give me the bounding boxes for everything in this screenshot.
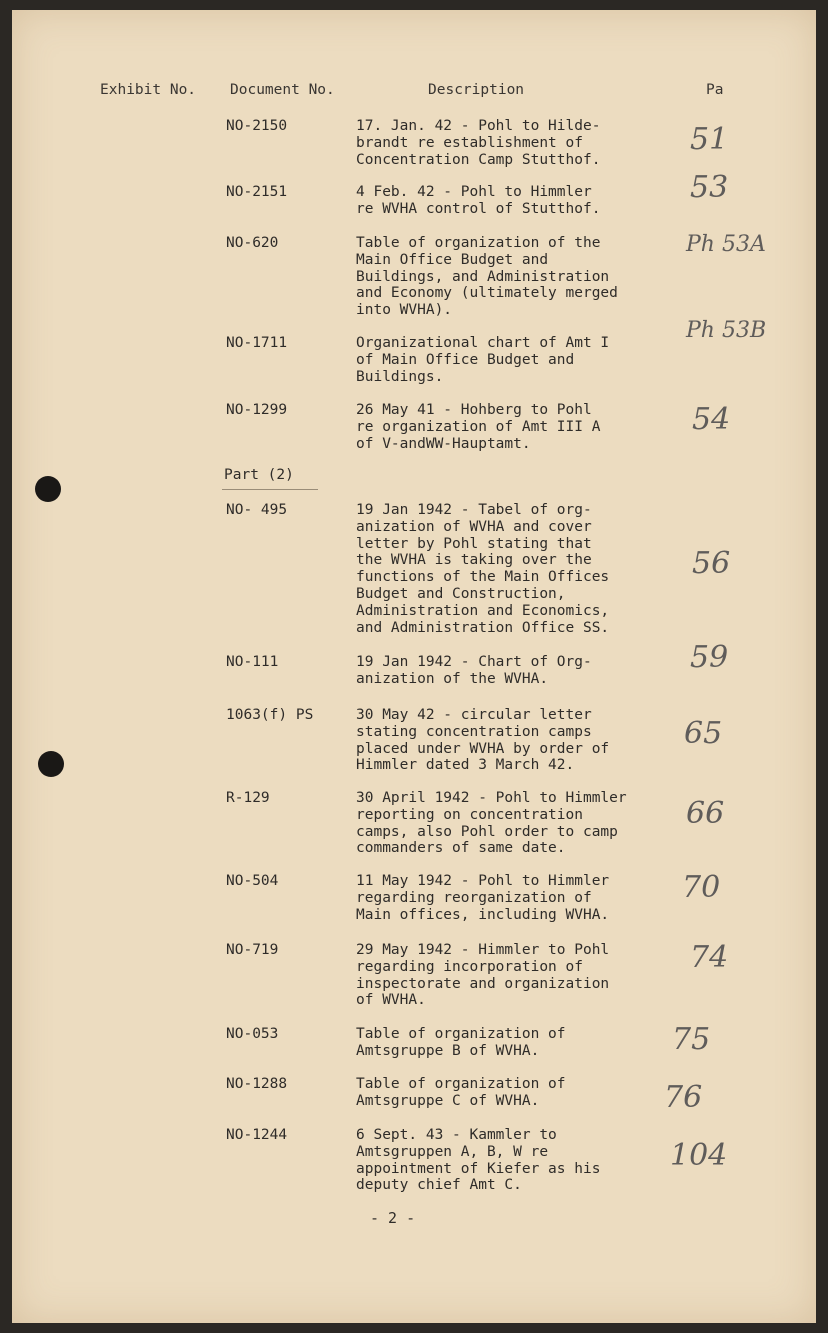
document-number: 1063(f) PS bbox=[226, 707, 314, 723]
handwritten-page-number: Ph 53B bbox=[686, 318, 767, 343]
description-line: re WVHA control of Stutthof. bbox=[356, 200, 601, 217]
description-line: 17. Jan. 42 - Pohl to Hilde- bbox=[356, 118, 601, 134]
description-line: Buildings. bbox=[356, 368, 444, 385]
description-line: Organizational chart of Amt I bbox=[356, 335, 610, 351]
description-line: re organization of Amt III A bbox=[356, 418, 601, 435]
description-line: of WVHA. bbox=[356, 992, 426, 1009]
description bbox=[356, 502, 676, 636]
document-number: NO-111 bbox=[226, 654, 279, 670]
description-line: placed under WVHA by order of bbox=[356, 740, 610, 757]
description-line: letter by Pohl stating that bbox=[356, 535, 592, 552]
description-line: 26 May 41 - Hohberg to Pohl bbox=[356, 402, 592, 418]
description bbox=[356, 790, 676, 857]
description bbox=[356, 654, 676, 688]
handwritten-page-number: 51 bbox=[690, 122, 729, 157]
description-line: 6 Sept. 43 - Kammler to bbox=[356, 1127, 557, 1143]
document-number: NO-1288 bbox=[226, 1076, 288, 1092]
handwritten-page-number: 70 bbox=[682, 870, 721, 905]
description-line: Table of organization of the bbox=[356, 235, 601, 251]
handwritten-page-number: 104 bbox=[670, 1138, 728, 1173]
description-line: 4 Feb. 42 - Pohl to Himmler bbox=[356, 184, 592, 200]
document-number: NO-2151 bbox=[226, 184, 288, 200]
part-label: Part (2) bbox=[224, 467, 294, 483]
description-line: Main Office Budget and bbox=[356, 251, 549, 268]
document-number: NO-1711 bbox=[226, 335, 288, 351]
description bbox=[356, 118, 676, 168]
header-document-no: Document No. bbox=[230, 82, 335, 98]
description-line: into WVHA). bbox=[356, 302, 453, 319]
description-line: 19 Jan 1942 - Chart of Org- bbox=[356, 654, 592, 670]
document-number: NO-1299 bbox=[226, 402, 288, 418]
handwritten-page-number: 76 bbox=[664, 1080, 703, 1115]
document-number: NO- 495 bbox=[226, 502, 288, 518]
description-line: and Administration Office SS. bbox=[356, 619, 610, 636]
description-line: Main offices, including WVHA. bbox=[356, 906, 610, 923]
description-line: 30 April 1942 - Pohl to Himmler bbox=[356, 790, 627, 806]
description-line: 11 May 1942 - Pohl to Himmler bbox=[356, 873, 610, 889]
description bbox=[356, 402, 676, 452]
description-line: and Economy (ultimately merged bbox=[356, 285, 618, 302]
description-line: Amtsgruppe C of WVHA. bbox=[356, 1092, 540, 1109]
description-line: commanders of same date. bbox=[356, 840, 566, 857]
document-number: NO-504 bbox=[226, 873, 279, 889]
description-line: anization of the WVHA. bbox=[356, 670, 549, 687]
description-line: functions of the Main Offices bbox=[356, 569, 610, 586]
handwritten-page-number: 74 bbox=[690, 940, 729, 975]
document-number: NO-719 bbox=[226, 942, 279, 958]
description-line: regarding reorganization of bbox=[356, 889, 592, 906]
handwritten-page-number: 75 bbox=[672, 1022, 711, 1057]
description-line: of Main Office Budget and bbox=[356, 351, 575, 368]
description-line: Budget and Construction, bbox=[356, 585, 566, 602]
description-line: stating concentration camps bbox=[356, 723, 592, 740]
handwritten-page-number: 59 bbox=[690, 640, 729, 675]
description-line: reporting on concentration bbox=[356, 806, 583, 823]
document-number: NO-1244 bbox=[226, 1127, 288, 1143]
description-line: Concentration Camp Stutthof. bbox=[356, 151, 601, 168]
handwritten-page-number: 54 bbox=[692, 402, 731, 437]
header-description: Description bbox=[428, 82, 525, 98]
description-line: appointment of Kiefer as his bbox=[356, 1160, 601, 1177]
description-line: Administration and Economics, bbox=[356, 602, 610, 619]
description bbox=[356, 235, 676, 319]
punch-hole-lower bbox=[38, 751, 64, 777]
description bbox=[356, 942, 676, 1009]
handwritten-page-number: 56 bbox=[692, 546, 731, 581]
description bbox=[356, 184, 676, 218]
description bbox=[356, 335, 676, 385]
part-underline bbox=[222, 489, 318, 490]
document-number: NO-620 bbox=[226, 235, 279, 251]
description-line: Buildings, and Administration bbox=[356, 268, 610, 285]
description-line: brandt re establishment of bbox=[356, 134, 583, 151]
description-line: anization of WVHA and cover bbox=[356, 518, 592, 535]
description-line: 29 May 1942 - Himmler to Pohl bbox=[356, 942, 610, 958]
description bbox=[356, 707, 676, 774]
description-line: camps, also Pohl order to camp bbox=[356, 823, 618, 840]
page-number: - 2 - bbox=[370, 1209, 416, 1227]
document-number: R-129 bbox=[226, 790, 270, 806]
handwritten-page-number: 66 bbox=[686, 796, 725, 831]
description-line: Amtsgruppe B of WVHA. bbox=[356, 1042, 540, 1059]
description bbox=[356, 1127, 676, 1194]
handwritten-page-number: 53 bbox=[690, 170, 729, 205]
header-exhibit-no: Exhibit No. bbox=[100, 82, 197, 98]
handwritten-page-number: Ph 53A bbox=[686, 232, 766, 257]
header-page: Pa bbox=[706, 82, 724, 98]
handwritten-page-number: 65 bbox=[684, 716, 723, 751]
description bbox=[356, 873, 676, 923]
description-line: deputy chief Amt C. bbox=[356, 1177, 522, 1194]
description-line: inspectorate and organization bbox=[356, 975, 610, 992]
document-number: NO-2150 bbox=[226, 118, 288, 134]
description-line: Table of organization of bbox=[356, 1076, 566, 1092]
description-line: the WVHA is taking over the bbox=[356, 552, 592, 569]
description-line: regarding incorporation of bbox=[356, 958, 583, 975]
description-line: 30 May 42 - circular letter bbox=[356, 707, 592, 723]
description-line: 19 Jan 1942 - Tabel of org- bbox=[356, 502, 592, 518]
description-line: of V-andWW-Hauptamt. bbox=[356, 435, 531, 452]
description bbox=[356, 1026, 676, 1060]
description-line: Himmler dated 3 March 42. bbox=[356, 757, 575, 774]
punch-hole-upper bbox=[35, 476, 61, 502]
description-line: Amtsgruppen A, B, W re bbox=[356, 1143, 549, 1160]
description-line: Table of organization of bbox=[356, 1026, 566, 1042]
document-number: NO-053 bbox=[226, 1026, 279, 1042]
description bbox=[356, 1076, 676, 1110]
